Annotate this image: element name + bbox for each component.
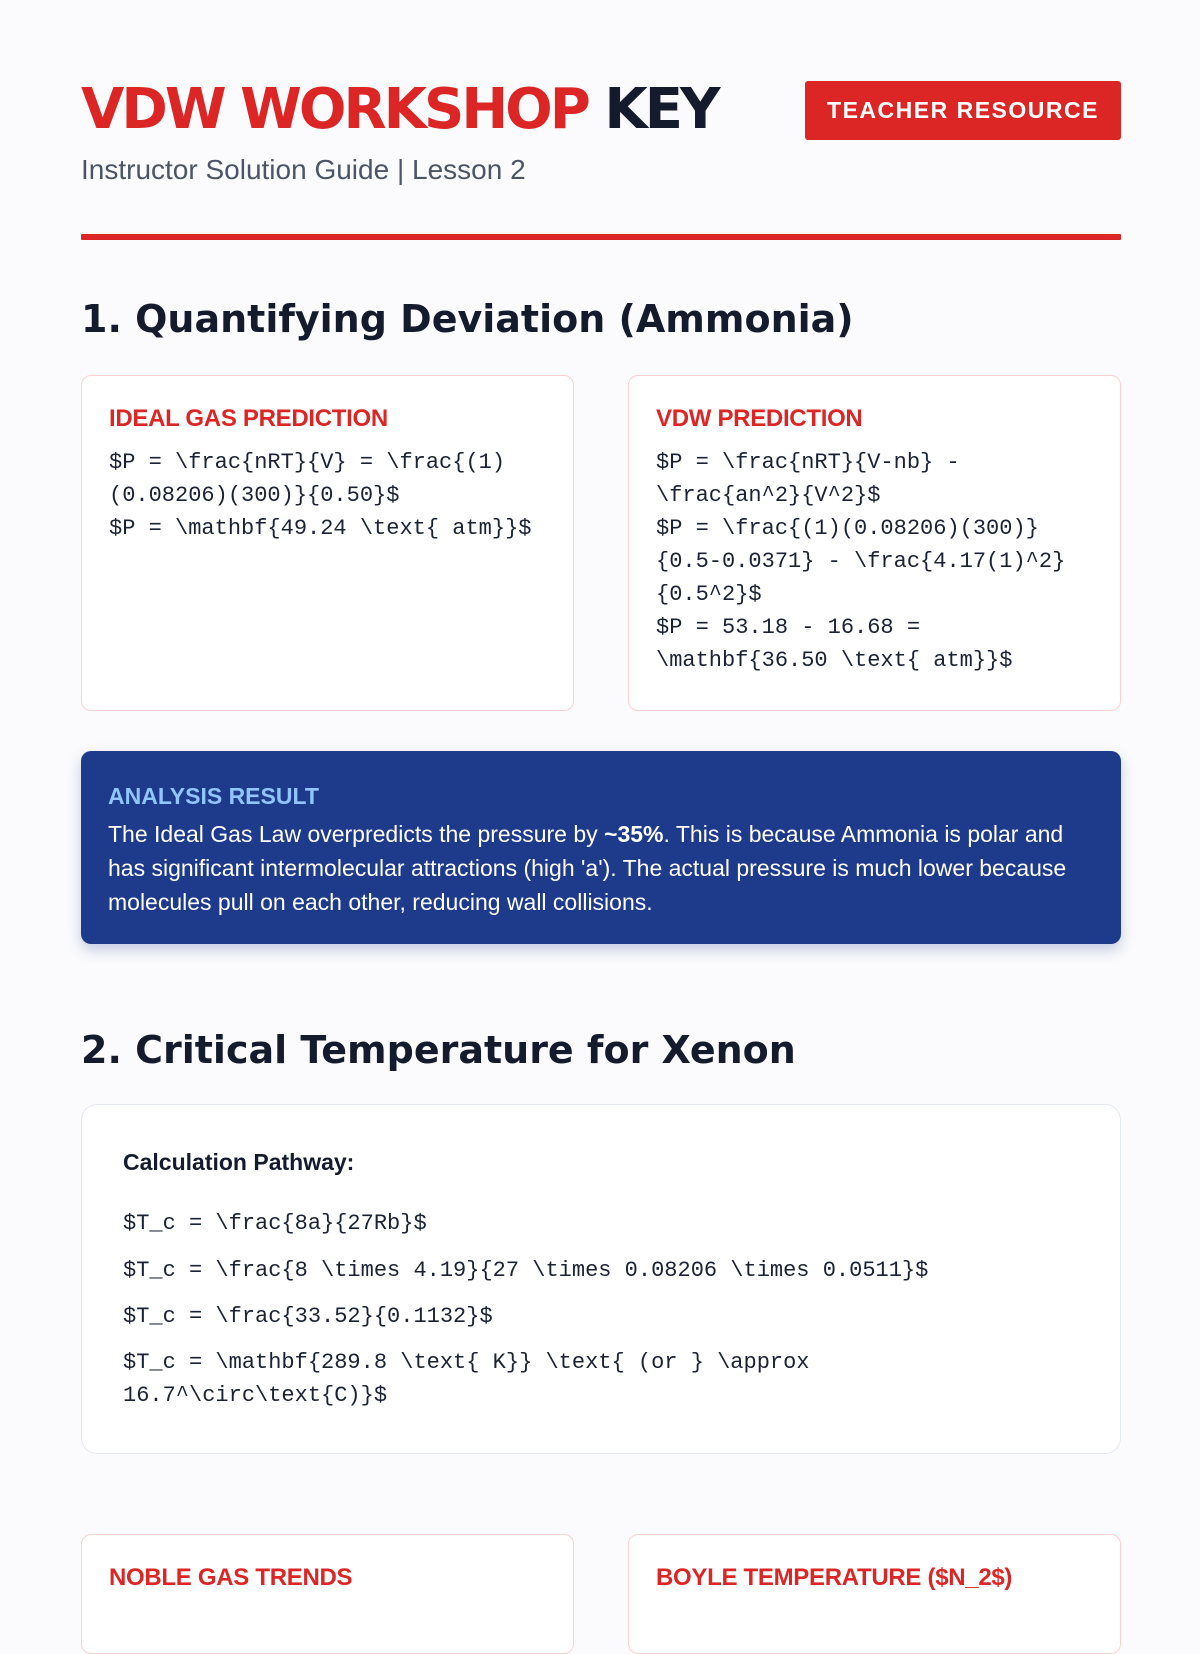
title-highlight: VDW WORKSHOP xyxy=(81,77,588,142)
vdw-label: VDW PREDICTION xyxy=(656,405,863,432)
equation-line: $P = \frac{nRT}{V-nb} - \frac{an^2}{V^2}$ xyxy=(656,450,960,508)
page-title xyxy=(81,77,718,142)
equation-line: $P = \frac{(1)(0.08206)(300)}{0.5-0.0371} - \frac{4.17(1)^2}{0.5^2}$ xyxy=(656,516,1066,607)
vdw-equations xyxy=(656,446,1098,677)
ideal-gas-label: IDEAL GAS PREDICTION xyxy=(109,405,388,432)
analysis-percent: ~35% xyxy=(604,821,664,847)
section-1-title: 1. Quantifying Deviation (Ammonia) xyxy=(81,297,854,341)
pathway-equation: $T_c = \mathbf{289.8 \text{ K}} \text{ (or } \approx 16.7^\circ\text{C)}$ xyxy=(123,1350,810,1408)
teacher-resource-badge: TEACHER RESOURCE xyxy=(805,81,1121,140)
pathway-equation: $T_c = \frac{33.52}{0.1132}$ xyxy=(123,1304,493,1329)
ideal-gas-equations xyxy=(109,446,551,545)
title-suffix: KEY xyxy=(604,77,718,142)
analysis-text-end: . This is because Ammonia is polar and has significant intermolecular attractions (high 'a'). The actual pressure is much lower because molecules pull on each other, reducing wall collisions. xyxy=(108,821,1067,915)
analysis-text-start: The Ideal Gas Law overpredicts the pressure by xyxy=(108,821,605,847)
equation-line: $P = 53.18 - 16.68 = \mathbf{36.50 \text{ atm}}$ xyxy=(656,615,1013,673)
vdw-card xyxy=(628,375,1121,711)
section-2-title: 2. Critical Temperature for Xenon xyxy=(81,1028,796,1072)
pathway-equation: $T_c = \frac{8a}{27Rb}$ xyxy=(123,1211,427,1236)
equation-line: $P = \frac{nRT}{V} = \frac{(1)(0.08206)(300)}{0.50}$ xyxy=(109,450,506,508)
page-subtitle: Instructor Solution Guide | Lesson 2 xyxy=(81,154,526,185)
noble-gas-trends-card xyxy=(81,1534,574,1654)
noble-gas-trends-label: NOBLE GAS TRENDS xyxy=(109,1564,353,1591)
boyle-temperature-card xyxy=(628,1534,1121,1654)
header xyxy=(81,78,1121,198)
analysis-text xyxy=(108,817,1095,919)
pathway-label: Calculation Pathway: xyxy=(123,1149,355,1175)
analysis-label: ANALYSIS RESULT xyxy=(108,783,319,809)
ideal-gas-card xyxy=(81,375,574,711)
calculation-pathway-card xyxy=(81,1104,1121,1454)
equation-line: $P = \mathbf{49.24 \text{ atm}}$ xyxy=(109,516,532,541)
pathway-equation: $T_c = \frac{8 \times 4.19}{27 \times 0.08206 \times 0.0511}$ xyxy=(123,1258,929,1283)
header-divider xyxy=(81,234,1121,240)
analysis-result-box xyxy=(81,751,1121,944)
boyle-temperature-label: BOYLE TEMPERATURE ($N_2$) xyxy=(656,1564,1013,1591)
